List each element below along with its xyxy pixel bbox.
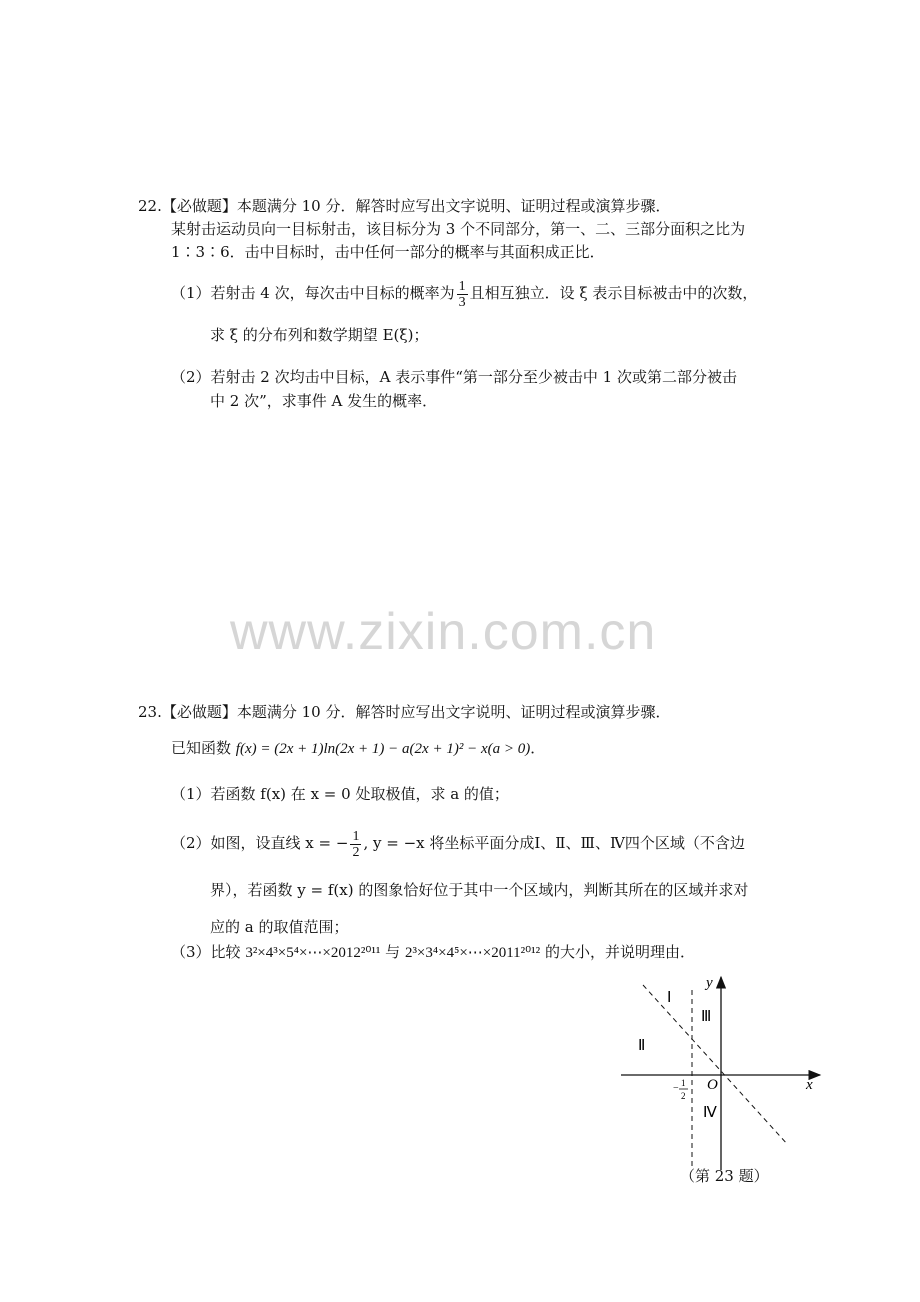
q22-part-1-text: （1）若射击 4 次，每次击中目标的概率为 bbox=[171, 284, 455, 302]
q23-product-1: 3²×4³×5⁴×⋯×2012²⁰¹¹ bbox=[245, 945, 381, 961]
region-label-2: Ⅱ bbox=[638, 1038, 646, 1054]
fraction-numerator: 1 bbox=[458, 278, 466, 294]
q23-stem-end: ． bbox=[530, 739, 546, 757]
origin-label: O bbox=[707, 1077, 718, 1093]
axis-label-y: y bbox=[706, 975, 713, 991]
q23-part-1: （1）若函数 f(x) 在 x = 0 处取极值，求 a 的值； bbox=[171, 785, 509, 803]
dashed-diagonal-line bbox=[643, 985, 788, 1145]
tick-numerator: 1 bbox=[681, 1078, 686, 1088]
q23-part-3-middle: 与 bbox=[380, 943, 405, 961]
q23-function-formula: f(x) = (2x + 1)ln(2x + 1) − a(2x + 1)² − x(a > 0) bbox=[235, 741, 531, 757]
fraction-denominator: 2 bbox=[352, 844, 360, 860]
q23-part-3-prefix: （3）比较 bbox=[171, 943, 246, 961]
fraction-numerator: 1 bbox=[352, 828, 360, 844]
q23-stem-prefix: 已知函数 bbox=[171, 739, 236, 757]
tick-minus: − bbox=[673, 1083, 679, 1094]
fraction-denominator: 3 bbox=[458, 294, 466, 310]
q23-part-2-line-3: 应的 a 的取值范围； bbox=[210, 918, 349, 936]
watermark: www.zixin.com.cn bbox=[230, 603, 657, 661]
region-label-1: Ⅰ bbox=[667, 990, 672, 1006]
q22-part-1-text-after: 且相互独立．设 ξ 表示目标被击中的次数， bbox=[469, 284, 758, 302]
q22-header: 22.【必做题】本题满分 10 分．解答时应写出文字说明、证明过程或演算步骤． bbox=[138, 197, 671, 215]
q22-part-2-line-2: 中 2 次”，求事件 A 发生的概率． bbox=[210, 392, 438, 410]
q23-part-2-line-2: 界），若函数 y = f(x) 的图象恰好位于其中一个区域内，判断其所在的区域并求对 bbox=[210, 881, 749, 899]
q22-stem-line-2: 1∶3∶6．击中目标时，击中任何一部分的概率与其面积成正比． bbox=[171, 243, 605, 261]
tick-denominator: 2 bbox=[681, 1091, 686, 1101]
q22-part-2-line-1: （2）若射击 2 次均击中目标，A 表示事件“第一部分至少被击中 1 次或第二部分被击 bbox=[171, 368, 737, 386]
q23-header: 23.【必做题】本题满分 10 分．解答时应写出文字说明、证明过程或演算步骤． bbox=[138, 703, 671, 721]
q23-part-2-text: （2）如图，设直线 x = − bbox=[171, 834, 349, 852]
q22-stem-line-1: 某射击运动员向一目标射击，该目标分为 3 个不同部分，第一、二、三部分面积之比为 bbox=[171, 220, 746, 238]
region-label-3: Ⅲ bbox=[701, 1009, 712, 1025]
q23-part-3-suffix: 的大小，并说明理由． bbox=[540, 943, 695, 961]
figure-caption: （第 23 题） bbox=[680, 1167, 769, 1185]
q23-product-2: 2³×3⁴×4⁵×⋯×2011²⁰¹² bbox=[404, 945, 541, 961]
q23-part-2-text-after: , y = −x 将坐标平面分成Ⅰ、Ⅱ、Ⅲ、Ⅳ四个区域（不含边 bbox=[363, 834, 745, 852]
q22-part-1-line-2: 求 ξ 的分布列和数学期望 E(ξ)； bbox=[210, 326, 429, 344]
axis-label-x: x bbox=[806, 1077, 813, 1093]
region-label-4: Ⅳ bbox=[703, 1105, 717, 1121]
